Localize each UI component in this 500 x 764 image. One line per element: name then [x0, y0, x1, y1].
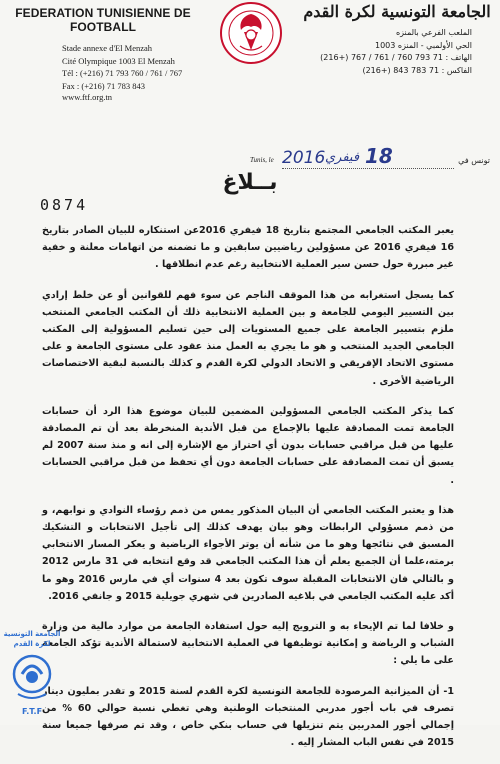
svg-text:لكرة القدم: لكرة القدم: [13, 640, 51, 648]
address-line: Fax : (+216) 71 783 843: [62, 80, 145, 91]
date-place-arabic: تونس في: [458, 156, 490, 165]
header-french: [8, 4, 198, 92]
org-name-arabic: الجامعة التونسية لكرة القدم: [303, 2, 491, 21]
date-month: فيفري: [325, 150, 360, 165]
website: www.ftf.org.tn: [62, 92, 113, 102]
date-day: 18: [365, 144, 393, 168]
paragraph: هذا و يعتبر المكتب الجامعي أن البيان المذكور يمس من ذمم رؤساء النوادي و نوابهم، و من ذمم مسؤولي الرابطات وهو بيان يهدف كذلك إلى تأجيل الانتخابات و التشكيك المسبق في نتائجها وهو ما من شأنه أن يوتر الأجواء الرياضية و يعكر المسار الانتخابي برمته،علما أن الجميع يعلم أن هذا المكتب الجامعي قد وقع انتخابه في 31 مارس 2012 و بالتالي فان الانتخابات المقبلة سوف تكون بعد 4 سنوات أي في مارس 2016 وهو ما أكد عليه المكتب الجامعي في بلاغيه الصادرين في شهري جويلية 2015 و جانفي 2016.: [42, 504, 454, 602]
address-line: الملعب الفرعي بالمنزه: [395, 28, 472, 37]
paragraph: و خلافا لما تم الإيحاء به و الترويج إليه حول استفادة الجامعة من موارد مالية من وزارة الشباب و الرياضة و إمكانية توظيفها في العملية الانتخابية لاستمالة الأندية تؤكد الجامعة على ما يلي :: [42, 621, 454, 667]
date-place-french: Tunis, le: [250, 156, 274, 164]
date-dotted-line: [282, 168, 454, 169]
svg-text:الجامعة التونسية: الجامعة التونسية: [4, 630, 60, 638]
address-line: الحي الأولمبي - المنزه 1003: [374, 40, 472, 50]
org-name-french: FEDERATION TUNISIENNE DE FOOTBALL: [15, 6, 191, 34]
paragraph: كما يسجل استغرابه من هذا الموقف الناجم عن سوء فهم للقوانين أو عن خلط إرادي بين التسيير اليومي للجامعة و بين العملية الانتخابية ذلك أن المكتب الجامعي المنتخب ملزم بتسيير الجامعة على جميع المستويات إلى حين تسليم المسؤولية إلى المكتب الجامعي الجديد المنتخب و هو ما يجري به العمل منذ عقود على مستوى الجامعة و على مستوى الاتحاد الإفريقي و الاتحاد الدولي لكرة القدم و كذلك بالنسبة لبقية الاختصاصات الرياضية الأخرى .: [42, 289, 454, 387]
document-title: بــلاغ: [222, 170, 278, 195]
date-year: 2016: [282, 148, 326, 168]
header-arabic: [302, 2, 492, 77]
date-line: [250, 144, 490, 172]
paragraph: 1- أن الميزانية المرصودة للجامعة التونسية لكرة القدم لسنة 2015 و تقدر بمليون دينار تصرف في باب أجور مدربي المنتخبات الوطنية وهي تغطي نسبة حوالي 60 % من إجمالي أجور المدربين يتم تنزيلها في حساب بنكي خاص ، وقد تم صرفها جميعا سنة 2015 في نفس الباب المشار إليه .: [42, 685, 454, 749]
address-line: Cité Olympique 1003 El Menzah: [62, 55, 175, 66]
paragraph: يعبر المكتب الجامعي المجتمع بتاريخ 18 فيفري 2016عن استنكاره للبيان الصادر بتاريخ 16 فيفري 2016 عن مسؤولين رياضيين سابقين و ما تضمنه من اتهامات معلنة و خفية غير مبررة حول حسن سير العملية الانتخابية رغم عدم انطلاقها .: [42, 225, 455, 271]
address-line: Stade annexe d'El Menzah: [62, 43, 153, 53]
letter-body: [42, 222, 454, 764]
address-line: Tél : (+216) 71 793 760 / 761 / 767: [62, 68, 183, 78]
address-line: الهاتف : 71 793 760 / 761 / 767 (+216): [320, 53, 472, 62]
reference-number: 0874: [40, 196, 89, 214]
ftf-logo-icon: [220, 2, 282, 64]
ftf-stamp-icon: [4, 622, 60, 722]
svg-text:F.T.F: F.T.F: [21, 707, 43, 716]
address-arabic: [302, 27, 492, 77]
address-french: [8, 42, 198, 92]
paragraph: كما يذكر المكتب الجامعي المسؤولين المضمين للبيان موضوع هذا الرد أن حسابات الجامعة تمت المصادقة عليها بالإجماع من قبل الأندية المنخرطة بعد أن تم المصادقة عليها من قبل مراقبي حسابات بدون أي احتراز مع الإشارة إلى انه و منذ سنة 2007 لم يسبق أن تمت المصادقة على حسابات الجامعة دون أي تحفظ من قبل مراقبي الحسابات .: [42, 405, 455, 486]
address-line: الفاكس : 71 783 843 (+216): [362, 65, 472, 75]
